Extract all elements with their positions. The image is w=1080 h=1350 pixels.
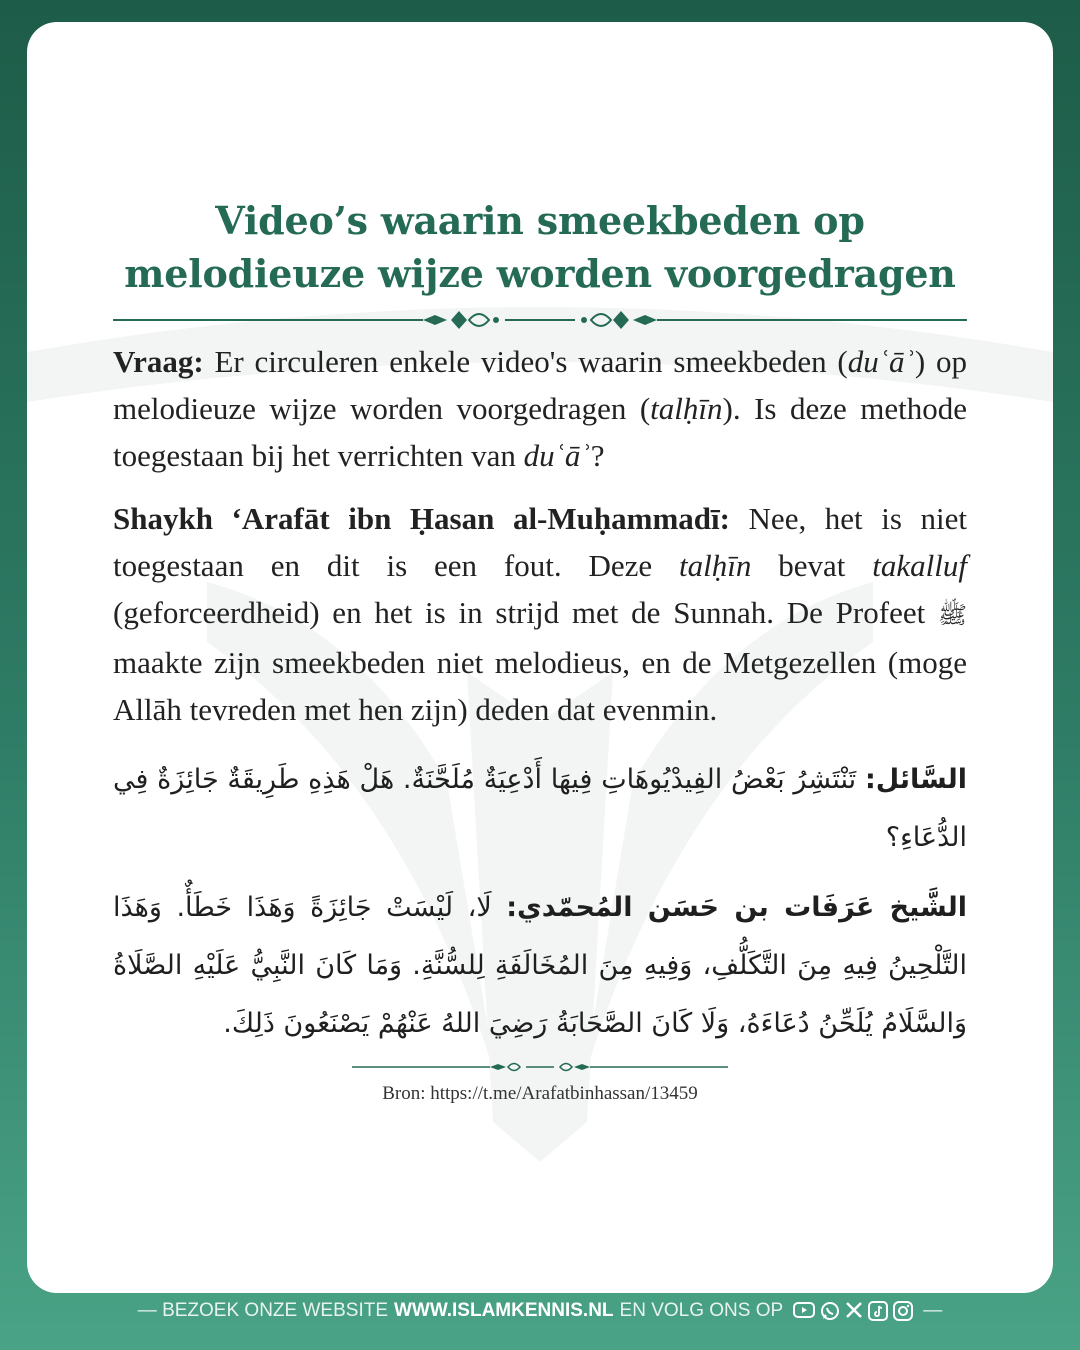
source-link[interactable]: Bron: https://t.me/Arafatbinhassan/13459 <box>382 1083 698 1104</box>
term-takalluf: takalluf <box>872 548 968 583</box>
website-link[interactable]: WWW.ISLAMKENNIS.NL <box>394 1300 614 1321</box>
footer-prefix: — BEZOEK ONZE WEBSITE <box>137 1300 388 1321</box>
social-icons <box>793 1301 913 1321</box>
term-talhin: talḥīn <box>679 548 752 583</box>
page-title <box>113 194 967 300</box>
x-icon[interactable] <box>845 1301 863 1319</box>
answer-paragraph: Shaykh ‘Arafāt ibn Ḥasan al-Muḥammadī: Nee, het is niet toegestaan en dit is een fout. Deze talḥīn bevat takalluf (geforceerdheid) en het is in strijd met de Sunnah. De Profeet ﷺ maakte zijn smeekbeden niet melodieus, en de Metgezellen (moge Allāh tevreden met hen zijn) deden dat evenmin. <box>113 501 968 727</box>
arabic-question-paragraph: السَّائل: تَنْتَشِرُ بَعْضُ الفِيدْيُوهَاتِ فِيهَا أَدْعِيَةٌ مُلَحَّنَةٌ. هَلْ هَذِهِ طَرِيقَةٌ جَائِزَةٌ فِي الدُّعَاءِ؟ <box>113 764 967 853</box>
term-dua: duʿāʾ <box>523 438 591 473</box>
term-talhin: talḥīn <box>650 391 723 426</box>
youtube-icon[interactable] <box>793 1301 815 1319</box>
title-line-1: Video’s waarin smeekbeden op <box>215 198 865 243</box>
question-paragraph: Vraag: Er circuleren enkele video's waarin smeekbeden (duʿāʾ) op melodieuze wijze worden voorgedragen (talḥīn). Is deze methode toegestaan bij het verrichten van duʿāʾ? <box>113 344 967 473</box>
question-label: Vraag: <box>113 344 204 379</box>
tiktok-icon[interactable] <box>868 1301 888 1321</box>
answer-label: Shaykh ‘Arafāt ibn Ḥasan al-Muḥammadī: <box>113 501 730 536</box>
whatsapp-icon[interactable] <box>820 1301 840 1321</box>
article <box>113 194 967 1105</box>
arabic-question-label: السَّائل: <box>864 764 967 795</box>
title-line-2: melodieuze wijze worden voorgedragen <box>124 251 956 296</box>
term-dua: duʿāʾ <box>847 344 915 379</box>
footer-bar <box>0 1293 1080 1329</box>
footer-suffix: — <box>923 1300 943 1321</box>
footer-middle: EN VOLG ONS OP <box>619 1300 784 1321</box>
small-ornament-divider <box>352 1059 728 1075</box>
ornament-divider <box>113 308 967 332</box>
arabic-answer-label: الشَّيخ عَرَفَات بن حَسَن المُحمّدي: <box>506 892 968 923</box>
instagram-icon[interactable] <box>893 1301 913 1321</box>
arabic-answer-paragraph: الشَّيخ عَرَفَات بن حَسَن المُحمّدي: لَا، لَيْسَتْ جَائِزَةً وَهَذَا خَطَأٌ. وَهَذَا التَّلْحِينُ فِيهِ مِنَ التَّكَلُّفِ، وَفِيهِ مِنَ المُخَالَفَةِ لِلسُّنَّةِ. وَمَا كَانَ النَّبِيُّ عَلَيْهِ الصَّلَاةُ وَالسَّلَامُ يُلَحِّنُ دُعَاءَهُ، وَلَا كَانَ الصَّحَابَةُ رَضِيَ اللهُ عَنْهُمْ يَصْنَعُونَ ذَلِكَ. <box>113 892 968 1039</box>
salawat-glyph: ﷺ <box>938 601 967 629</box>
content-card <box>27 22 1053 1293</box>
